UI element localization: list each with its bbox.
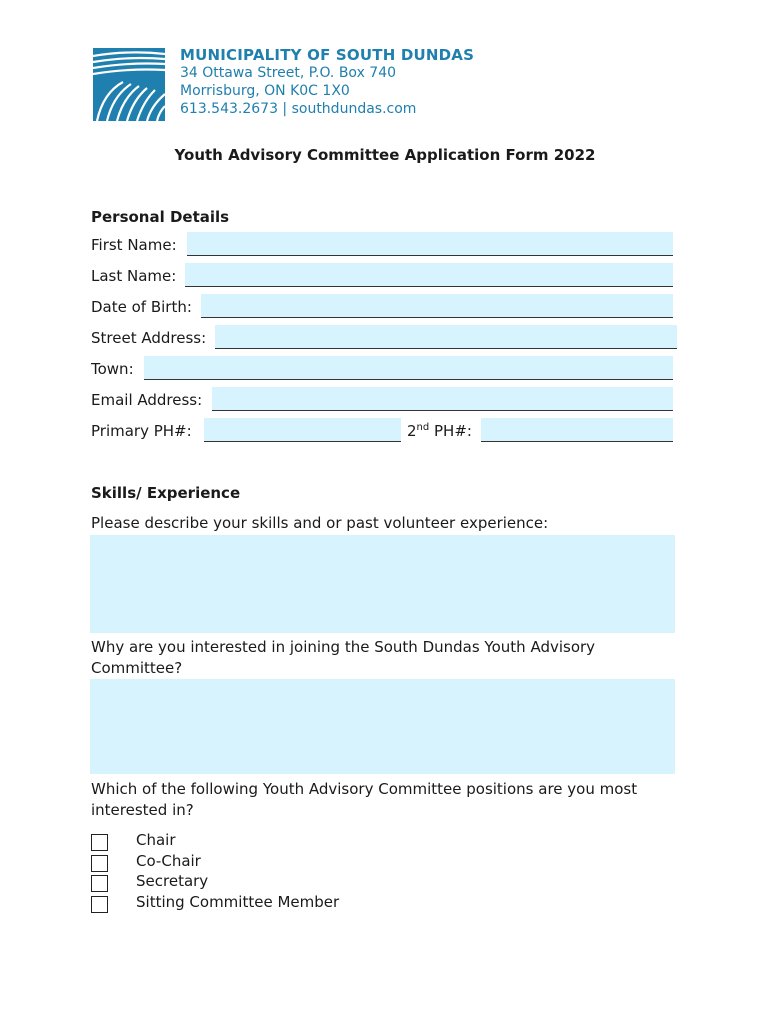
phone-row bbox=[91, 418, 681, 444]
org-header bbox=[180, 46, 474, 118]
chair-label: Chair bbox=[136, 831, 176, 849]
org-name: MUNICIPALITY OF SOUTH DUNDAS bbox=[180, 46, 475, 64]
first-name-label: First Name: bbox=[91, 236, 177, 254]
dob-label: Date of Birth: bbox=[91, 298, 192, 316]
secondary-phone-field[interactable] bbox=[481, 418, 673, 442]
sitting-member-checkbox[interactable] bbox=[91, 896, 108, 913]
email-row bbox=[91, 387, 681, 413]
south-dundas-logo-icon bbox=[93, 48, 165, 121]
skills-answer-field[interactable] bbox=[90, 535, 675, 633]
positions-question: Which of the following Youth Advisory Committee positions are you most interested in? bbox=[91, 780, 638, 819]
last-name-field[interactable] bbox=[185, 263, 673, 287]
co-chair-checkbox[interactable] bbox=[91, 855, 108, 872]
first-name-row bbox=[91, 232, 681, 258]
email-field[interactable] bbox=[212, 387, 673, 411]
last-name-label: Last Name: bbox=[91, 267, 177, 285]
org-address-line2: Morrisburg, ON K0C 1X0 bbox=[180, 83, 350, 99]
interest-question: Why are you interested in joining the South Dundas Youth Advisory Committee? bbox=[91, 638, 596, 677]
email-label: Email Address: bbox=[91, 391, 203, 409]
sitting-member-label: Sitting Committee Member bbox=[136, 893, 340, 911]
dob-row bbox=[91, 294, 681, 320]
secondary-phone-label: 2nd PH#: bbox=[407, 422, 472, 440]
street-address-label: Street Address: bbox=[91, 329, 207, 347]
town-row bbox=[91, 356, 681, 382]
personal-details-heading: Personal Details bbox=[91, 208, 230, 226]
interest-answer-field[interactable] bbox=[90, 679, 675, 774]
first-name-field[interactable] bbox=[187, 232, 673, 256]
street-address-row bbox=[91, 325, 681, 351]
chair-checkbox[interactable] bbox=[91, 834, 108, 851]
secretary-label: Secretary bbox=[136, 872, 209, 890]
dob-field[interactable] bbox=[201, 294, 673, 318]
org-address-line1: 34 Ottawa Street, P.O. Box 740 bbox=[180, 65, 397, 81]
town-label: Town: bbox=[91, 360, 134, 378]
skills-question: Please describe your skills and or past volunteer experience: bbox=[91, 514, 549, 532]
street-address-field[interactable] bbox=[215, 325, 677, 349]
co-chair-label: Co-Chair bbox=[136, 852, 201, 870]
secretary-checkbox[interactable] bbox=[91, 875, 108, 892]
org-contact-line: 613.543.2673 | southdundas.com bbox=[180, 101, 417, 117]
primary-phone-label: Primary PH#: bbox=[91, 422, 192, 440]
town-field[interactable] bbox=[144, 356, 673, 380]
form-title: Youth Advisory Committee Application Form 2022 bbox=[174, 146, 596, 164]
last-name-row bbox=[91, 263, 681, 289]
primary-phone-field[interactable] bbox=[204, 418, 401, 442]
skills-heading: Skills/ Experience bbox=[91, 484, 241, 502]
